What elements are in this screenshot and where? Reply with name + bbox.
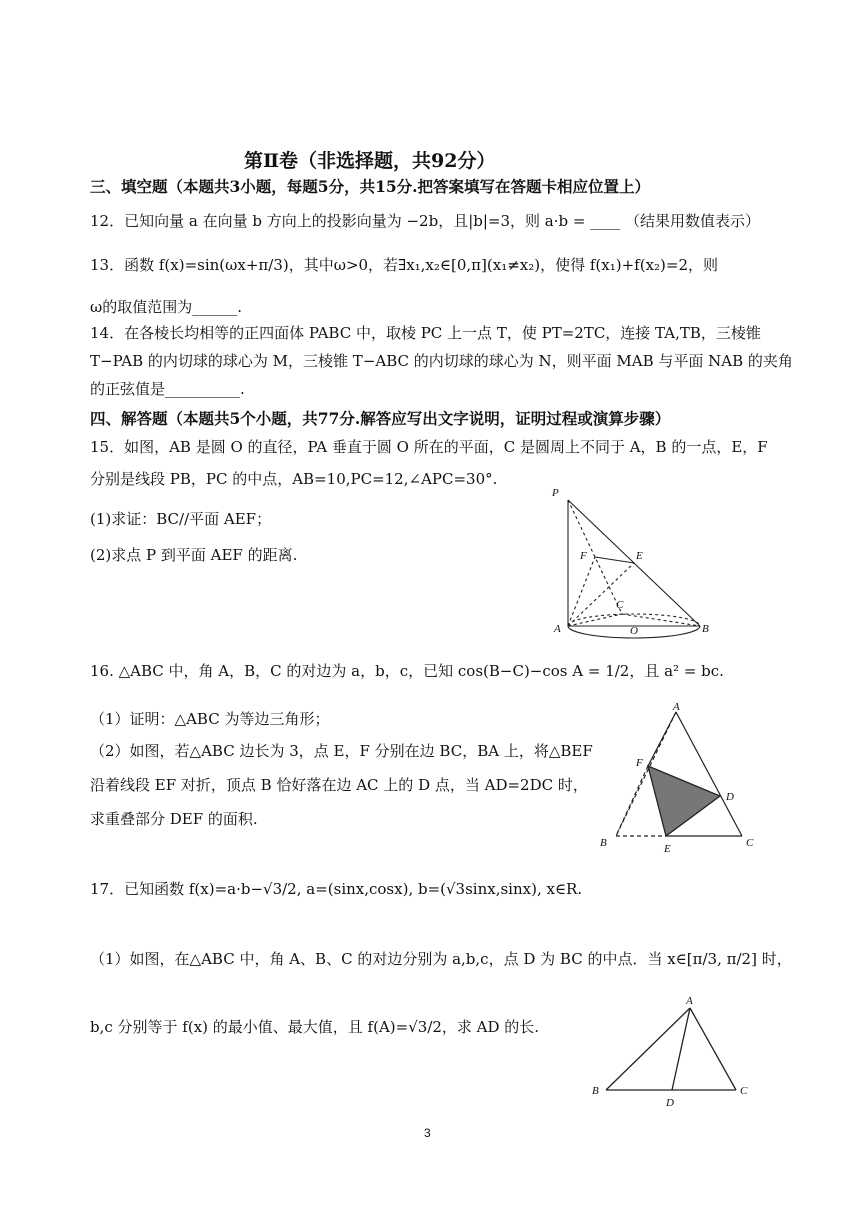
question-13-line-2: ω的取值范围为______. (90, 298, 243, 316)
question-15-line-2: 分别是线段 PB，PC 的中点，AB=10,PC=12,∠APC=30°. (90, 470, 498, 488)
figure-16-diagram (596, 700, 766, 860)
fig15-label-A: A (554, 623, 561, 635)
section-3-heading: 三、填空题（本题共3小题，每题5分，共15分.把答案填写在答题卡相应位置上） (90, 177, 651, 196)
question-16-part-2-line-3: 求重叠部分 DEF 的面积. (90, 810, 258, 828)
fig16-label-F: F (636, 757, 643, 769)
page-number: 3 (424, 1126, 431, 1140)
question-17-line-1: 17．已知函数 f(x)=a·b−√3/2, a=(sinx,cosx), b=(√3sinx,sinx), x∈R. (90, 880, 583, 898)
fig15-label-C: C (616, 599, 624, 611)
fig15-label-O: O (630, 625, 638, 637)
section-4-heading: 四、解答题（本题共5个小题，共77分.解答应写出文字说明，证明过程或演算步骤） (90, 409, 671, 428)
page-title: 第Ⅱ卷（非选择题，共92分） (244, 150, 496, 172)
fig16-label-B: B (600, 837, 607, 849)
question-17-part-1-line-2: b,c 分别等于 f(x) 的最小值、最大值，且 f(A)=√3/2，求 AD 的长. (90, 1018, 540, 1036)
question-15-part-1: (1)求证：BC//平面 AEF； (90, 510, 272, 528)
question-15-part-2: (2)求点 P 到平面 AEF 的距离. (90, 546, 298, 564)
fig16-label-D: D (726, 791, 734, 803)
question-16-line-1: 16. △ABC 中，角 A，B，C 的对边为 a，b，c，已知 cos(B−C)−cos A = 1/2，且 a² = bc. (90, 662, 724, 680)
fig16-label-A: A (673, 701, 680, 713)
figure-17-diagram (590, 990, 760, 1110)
fig16-label-C: C (746, 837, 754, 849)
fig15-label-E: E (636, 550, 643, 562)
question-14-line-1: 14．在各棱长均相等的正四面体 PABC 中，取棱 PC 上一点 T，使 PT=2TC，连接 TA,TB，三棱锥 (90, 324, 761, 342)
fig17-label-B: B (592, 1085, 599, 1097)
fig17-label-D: D (666, 1097, 674, 1109)
figure-15-diagram (540, 480, 720, 640)
question-14-line-2: T−PAB 的内切球的球心为 M，三棱锥 T−ABC 的内切球的球心为 N，则平面 MAB 与平面 NAB 的夹角 (90, 352, 793, 370)
fig17-label-A: A (686, 995, 693, 1007)
question-12: 12．已知向量 a 在向量 b 方向上的投影向量为 −2b，且|b|=3，则 a·b = ____ （结果用数值表示） (90, 212, 760, 230)
question-16-part-2-line-2: 沿着线段 EF 对折，顶点 B 恰好落在边 AC 上的 D 点，当 AD=2DC 时， (90, 776, 588, 794)
question-16-part-2-line-1: （2）如图，若△ABC 边长为 3，点 E，F 分别在边 BC，BA 上，将△BEF (90, 742, 593, 760)
question-13-line-1: 13．函数 f(x)=sin(ωx+π/3)，其中ω>0，若∃x₁,x₂∈[0,π](x₁≠x₂)，使得 f(x₁)+f(x₂)=2，则 (90, 256, 719, 274)
fig16-label-E: E (664, 843, 671, 855)
question-17-part-1-line-1: （1）如图，在△ABC 中，角 A、B、C 的对边分别为 a,b,c，点 D 为 BC 的中点．当 x∈[π/3, π/2] 时， (90, 950, 792, 968)
fig15-label-B: B (702, 623, 709, 635)
question-16-part-1: （1）证明：△ABC 为等边三角形； (90, 710, 330, 728)
question-15-line-1: 15．如图，AB 是圆 O 的直径，PA 垂直于圆 O 所在的平面，C 是圆周上不同于 A，B 的一点，E，F (90, 438, 768, 456)
fig15-label-P: P (552, 487, 559, 499)
fig15-label-F: F (580, 550, 587, 562)
fig17-label-C: C (740, 1085, 748, 1097)
question-14-line-3: 的正弦值是__________. (90, 380, 245, 398)
